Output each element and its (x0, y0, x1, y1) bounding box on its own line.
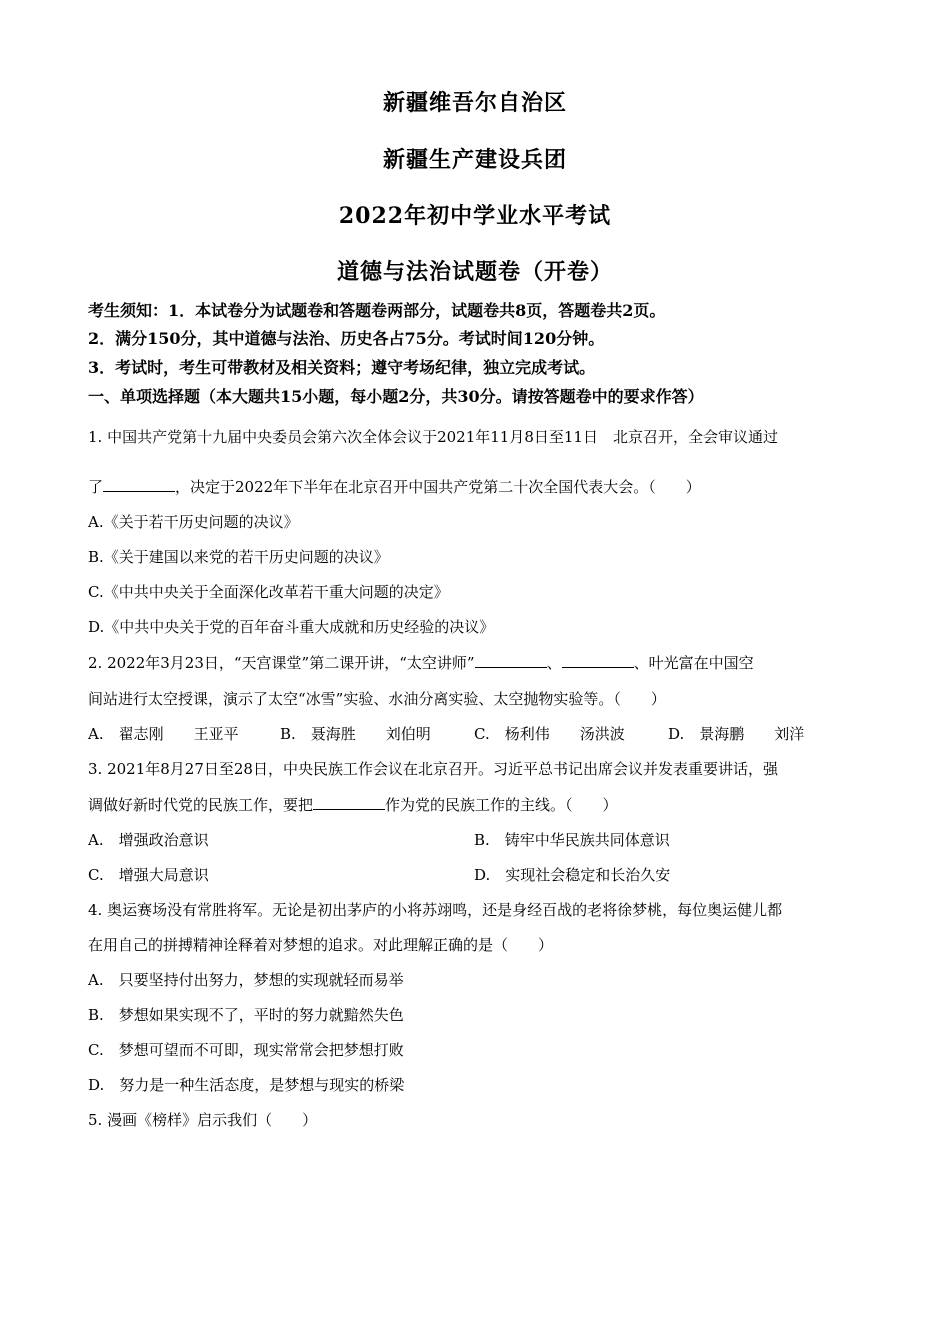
q4-stem-line2: 在用自己的拼搏精神诠释着对梦想的追求。对此理解正确的是（ ） (88, 936, 554, 954)
q5-stem-line1: 5. 漫画《榜样》启示我们（ ） (88, 1111, 318, 1129)
q4-stem-line1: 4. 奥运赛场没有常胜将军。无论是初出茅庐的小将苏翊鸣，还是身经百战的老将徐梦桃，每位奥运健儿都 (88, 901, 783, 919)
q2-stem-line2: 间站进行太空授课，演示了太空“冰雪”实验、水油分离实验、太空抛物实验等。（ ） (88, 690, 666, 708)
q1-stem-line2 (88, 476, 878, 497)
title-subject: 道德与法治试题卷（开卷） (336, 259, 613, 285)
q1-option-a: A.《关于若干历史问题的决议》 (88, 513, 299, 531)
notice-3: 3．考试时，考生可带教材及相关资料；遵守考场纪律，独立完成考试。 (88, 358, 596, 377)
q1-option-d: D.《中共中央关于党的百年奋斗重大成就和历史经验的决议》 (88, 618, 495, 636)
q3-stem-post: 作为党的民族工作的主线。（ ） (385, 796, 618, 814)
notice-1: 考生须知：1．本试卷分为试题卷和答题卷两部分，试题卷共8页，答题卷共2页。 (88, 301, 666, 320)
q1-stem-post: ，决定于2022年下半年在北京召开中国共产党第二十次全国代表大会。（ ） (175, 478, 701, 496)
title-exam: 2022年初中学业水平考试 (338, 203, 612, 229)
q2-stem-pre: 2. 2022年3月23日，“天宫课堂”第二课开讲，“太空讲师” (88, 654, 475, 672)
q4-option-a: A. 只要坚持付出努力，梦想的实现就轻而易举 (88, 971, 404, 989)
q4-option-c: C. 梦想可望而不可即，现实常常会把梦想打败 (88, 1041, 404, 1059)
section-heading: 一、单项选择题（本大题共15小题，每小题2分，共30分。请按答题卷中的要求作答） (88, 387, 704, 406)
q2-stem-post: 、叶光富在中国空 (633, 654, 754, 672)
title-corps: 新疆生产建设兵团 (382, 147, 567, 173)
q3-stem-line1: 3. 2021年8月27日至28日，中央民族工作会议在北京召开。习近平总书记出席会议并发表重要讲话，强 (88, 760, 778, 778)
q3-stem-pre: 调做好新时代党的民族工作，要把 (88, 796, 314, 814)
q4-option-b: B. 梦想如果实现不了，平时的努力就黯然失色 (88, 1006, 404, 1024)
q2-option-d: D. 景海鹏 刘洋 (668, 725, 805, 743)
q2-stem-mid: 、 (546, 654, 562, 672)
q3-option-a: A. 增强政治意识 (88, 831, 209, 849)
q2-option-b: B. 聂海胜 刘伯明 (280, 725, 431, 743)
q3-option-d: D. 实现社会稳定和长治久安 (474, 866, 671, 884)
q2-option-a: A. 翟志刚 王亚平 (88, 725, 239, 743)
q1-option-b: B.《关于建国以来党的若干历史问题的决议》 (88, 548, 389, 566)
q2-option-c: C. 杨利伟 汤洪波 (474, 725, 625, 743)
q1-stem-pre: 了 (88, 478, 104, 496)
q2-stem-line1 (88, 652, 878, 673)
q3-blank (313, 795, 385, 810)
title-region: 新疆维吾尔自治区 (382, 90, 567, 116)
notice-2: 2．满分150分，其中道德与法治、历史各占75分。考试时间120分钟。 (88, 329, 605, 348)
q1-option-c: C.《中共中央关于全面深化改革若干重大问题的决定》 (88, 583, 449, 601)
q1-blank (103, 477, 175, 492)
q3-option-c: C. 增强大局意识 (88, 866, 209, 884)
q2-blank-2 (562, 653, 634, 668)
q2-blank-1 (475, 653, 547, 668)
q3-stem-line2 (88, 794, 878, 815)
q1-stem-line1: 1. 中国共产党第十九届中央委员会第六次全体会议于2021年11月8日至11日 北京召开，全会审议通过 (88, 428, 778, 446)
q4-option-d: D. 努力是一种生活态度，是梦想与现实的桥梁 (88, 1076, 405, 1094)
q3-option-b: B. 铸牢中华民族共同体意识 (474, 831, 670, 849)
